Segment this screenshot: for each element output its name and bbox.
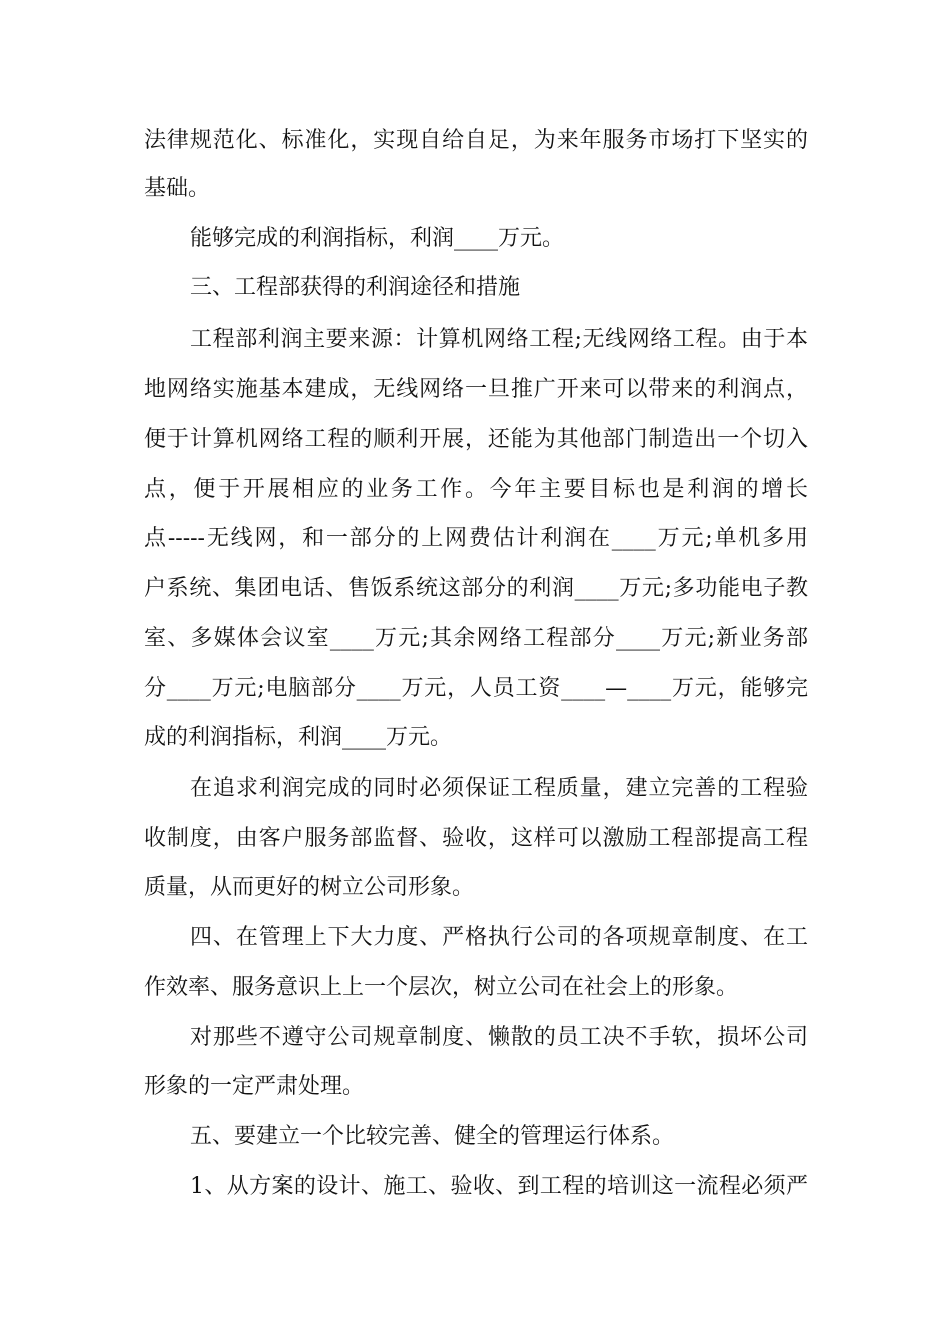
text-line-14: 在追求利润完成的同时必须保证工程质量，建立完善的工程验 [190, 776, 808, 801]
text-line-16: 质量，从而更好的树立公司形象。 [144, 875, 475, 900]
text-line-9: 点-----无线网，和一部分的上网费估计利润在____万元;单机多用 [144, 526, 808, 551]
text-line-6: 地网络实施基本建成，无线网络一旦推广开来可以带来的利润点， [144, 377, 808, 402]
section-heading-4: 四、在管理上下大力度、严格执行公司的各项规章制度、在工 [190, 925, 808, 950]
section-heading-5: 五、要建立一个比较完善、健全的管理运行体系。 [190, 1124, 675, 1149]
section-heading-3: 三、工程部获得的利润途径和措施 [190, 275, 521, 300]
text-line-2: 基础。 [144, 176, 211, 201]
text-line-12: 分____万元;电脑部分____万元，人员工资____—____万元，能够完 [144, 676, 808, 701]
text-line-18: 作效率、服务意识上上一个层次，树立公司在社会上的形象。 [144, 975, 739, 1000]
text-line-20: 形象的一定严肃处理。 [144, 1074, 365, 1099]
text-line-22: 1、从方案的设计、施工、验收、到工程的培训这一流程必须严 [190, 1174, 808, 1199]
text-line-1: 法律规范化、标准化，实现自给自足，为来年服务市场打下坚实的 [144, 128, 808, 153]
text-line-3: 能够完成的利润指标，利润____万元。 [190, 226, 565, 251]
text-line-11: 室、多媒体会议室____万元;其余网络工程部分____万元;新业务部 [144, 626, 808, 651]
text-line-5: 工程部利润主要来源：计算机网络工程;无线网络工程。由于本 [190, 327, 808, 352]
text-line-8: 点，便于开展相应的业务工作。今年主要目标也是利润的增长 [144, 477, 808, 502]
text-line-19: 对那些不遵守公司规章制度、懒散的员工决不手软，损坏公司 [190, 1025, 808, 1050]
text-line-10: 户系统、集团电话、售饭系统这部分的利润____万元;多功能电子教 [144, 576, 808, 601]
text-line-15: 收制度，由客户服务部监督、验收，这样可以激励工程部提高工程 [144, 826, 808, 851]
text-line-7: 便于计算机网络工程的顺利开展，还能为其他部门制造出一个切入 [144, 427, 808, 452]
text-line-13: 成的利润指标，利润____万元。 [144, 725, 453, 750]
